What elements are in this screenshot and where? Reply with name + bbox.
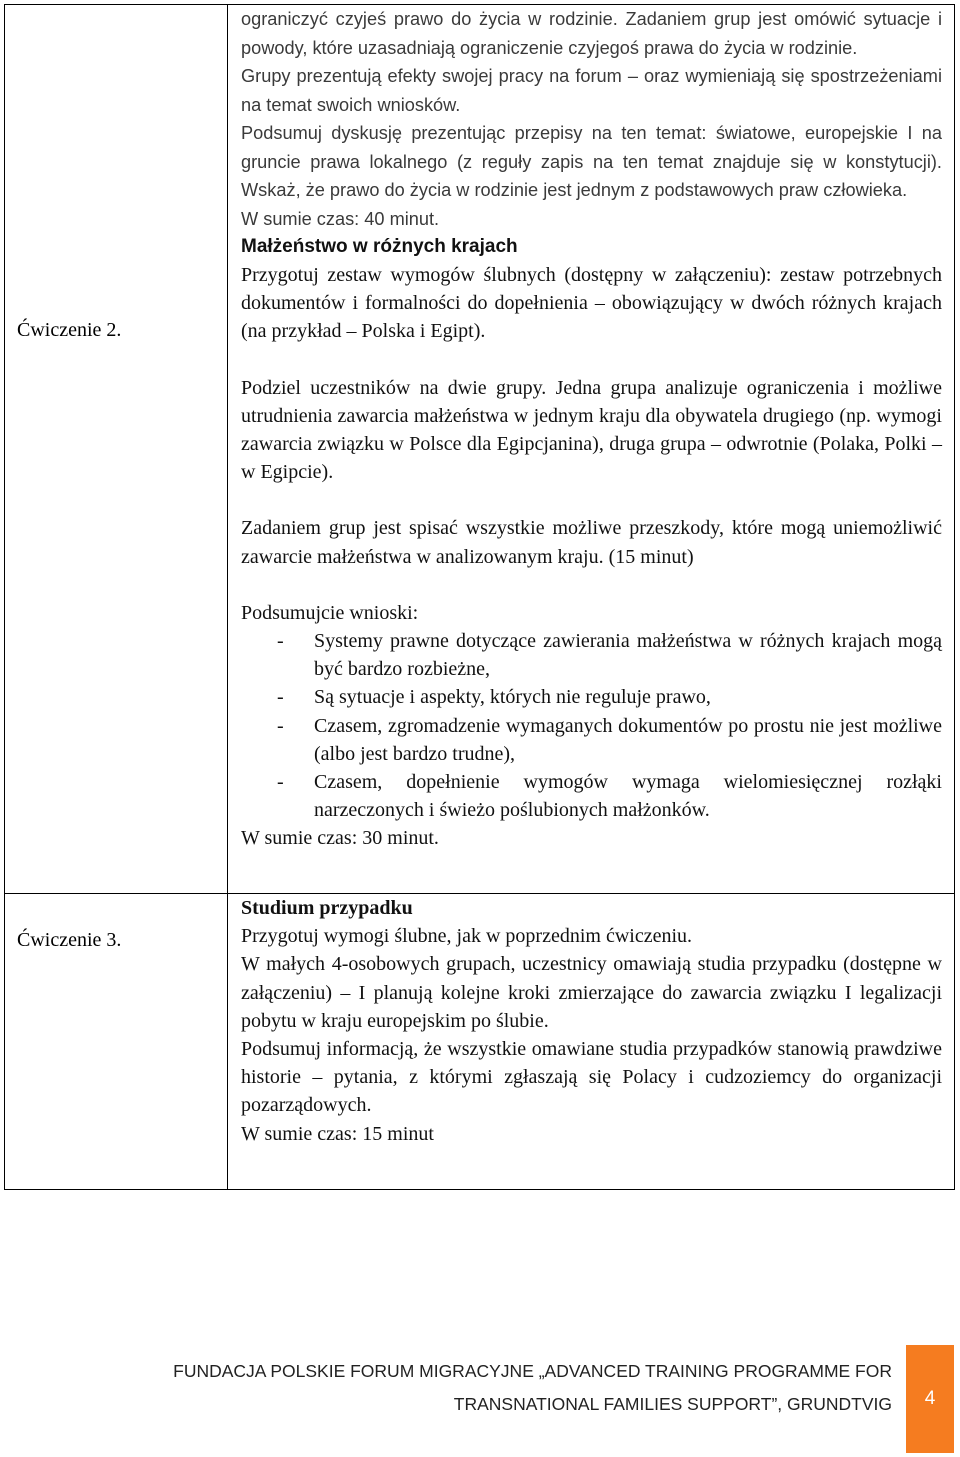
list-item: - Systemy prawne dotyczące zawierania małżeństwa w różnych krajach mogą być bardzo rozbieżne, bbox=[277, 630, 942, 681]
exercise-label: Ćwiczenie 3. bbox=[17, 929, 122, 951]
page-number: 4 bbox=[924, 1388, 936, 1409]
table-row bbox=[5, 894, 955, 1190]
paragraph: Podsumuj informacją, że wszystkie omawiane studia przypadków stanowią prawdziwe historie – pytania, z którymi zgłaszają się Polacy i cudzoziemcy do organizacji pozarządowych. bbox=[241, 1038, 942, 1117]
footer-line: FUNDACJA POLSKIE FORUM MIGRACYJNE „ADVANCED TRAINING PROGRAMME FOR bbox=[173, 1361, 892, 1381]
paragraph: Grupy prezentują efekty swojej pracy na forum – oraz wymieniają się spostrzeżeniami na temat swoich wniosków. bbox=[241, 66, 942, 115]
exercise-table bbox=[4, 4, 955, 1190]
footer-line: TRANSNATIONAL FAMILIES SUPPORT”, GRUNDTVIG bbox=[453, 1394, 892, 1414]
list-item: - Czasem, dopełnienie wymogów wymaga wielomiesięcznej rozłąki narzeczonych i świeżo poślubionych małżonków. bbox=[277, 771, 942, 822]
table-row bbox=[5, 5, 955, 894]
footer bbox=[112, 1355, 892, 1421]
paragraph: Przygotuj wymogi ślubne, jak w poprzednim ćwiczeniu. bbox=[241, 925, 693, 948]
paragraph: Podsumuj dyskusję prezentując przepisy na ten temat: światowe, europejskie I na gruncie prawa lokalnego (z reguły zapis na ten temat znajduje się w konstytucji). Wskaż, że prawo do życia w rodzinie jest jednym z podstawowych praw człowieka. bbox=[241, 123, 942, 200]
row-content-cell bbox=[228, 5, 955, 894]
paragraph: W małych 4-osobowych grupach, uczestnicy omawiają studia przypadku (dostępne w załączeniu) – I planują kolejne kroki zmierzające do zawarcia związku I legalizacji pobytu w kraju europejskim po ślubie. bbox=[241, 953, 942, 1032]
time-note: W sumie czas: 30 minut. bbox=[241, 827, 439, 850]
paragraph: ograniczyć czyjeś prawo do życia w rodzinie. Zadaniem grup jest omówić sytuacje i powody, które uzasadniają ograniczenie czyjegoś prawa do życia w rodzinie. bbox=[241, 9, 942, 58]
row-label-cell bbox=[5, 894, 228, 1190]
conclusions-list bbox=[241, 627, 942, 824]
section-title: Małżeństwo w różnych krajach bbox=[241, 236, 518, 257]
exercise-label: Ćwiczenie 2. bbox=[17, 319, 122, 341]
section-title: Studium przypadku bbox=[241, 897, 413, 919]
row-content-cell bbox=[228, 894, 955, 1190]
paragraph: Zadaniem grup jest spisać wszystkie możliwe przeszkody, które mogą uniemożliwić zawarcie małżeństwa w analizowanym kraju. (15 minut) bbox=[241, 517, 942, 568]
time-note: W sumie czas: 40 minut. bbox=[241, 208, 440, 229]
list-item: - Są sytuacje i aspekty, których nie reguluje prawo, bbox=[277, 686, 711, 709]
page-number-badge bbox=[906, 1345, 954, 1453]
row-label-cell bbox=[5, 5, 228, 894]
summary-title: Podsumujcie wnioski: bbox=[241, 601, 419, 624]
time-note: W sumie czas: 15 minut bbox=[241, 1122, 434, 1145]
list-item: - Czasem, zgromadzenie wymaganych dokumentów po prostu nie jest możliwe (albo jest bardzo trudne), bbox=[277, 714, 942, 765]
paragraph: Przygotuj zestaw wymogów ślubnych (dostępny w załączeniu): zestaw potrzebnych dokumentów i formalności do dopełnienia – obowiązujący w dwóch różnych krajach (na przykład – Polska i Egipt). bbox=[241, 264, 942, 343]
paragraph: Podziel uczestników na dwie grupy. Jedna grupa analizuje ograniczenia i możliwe utrudnienia zawarcia małżeństwa w jednym kraju dla obywatela drugiego (np. wymogi zawarcia związku w Polsce dla Egipcjanina), druga grupa – odwrotnie (Polaka, Polki – w Egipcie). bbox=[241, 376, 942, 484]
